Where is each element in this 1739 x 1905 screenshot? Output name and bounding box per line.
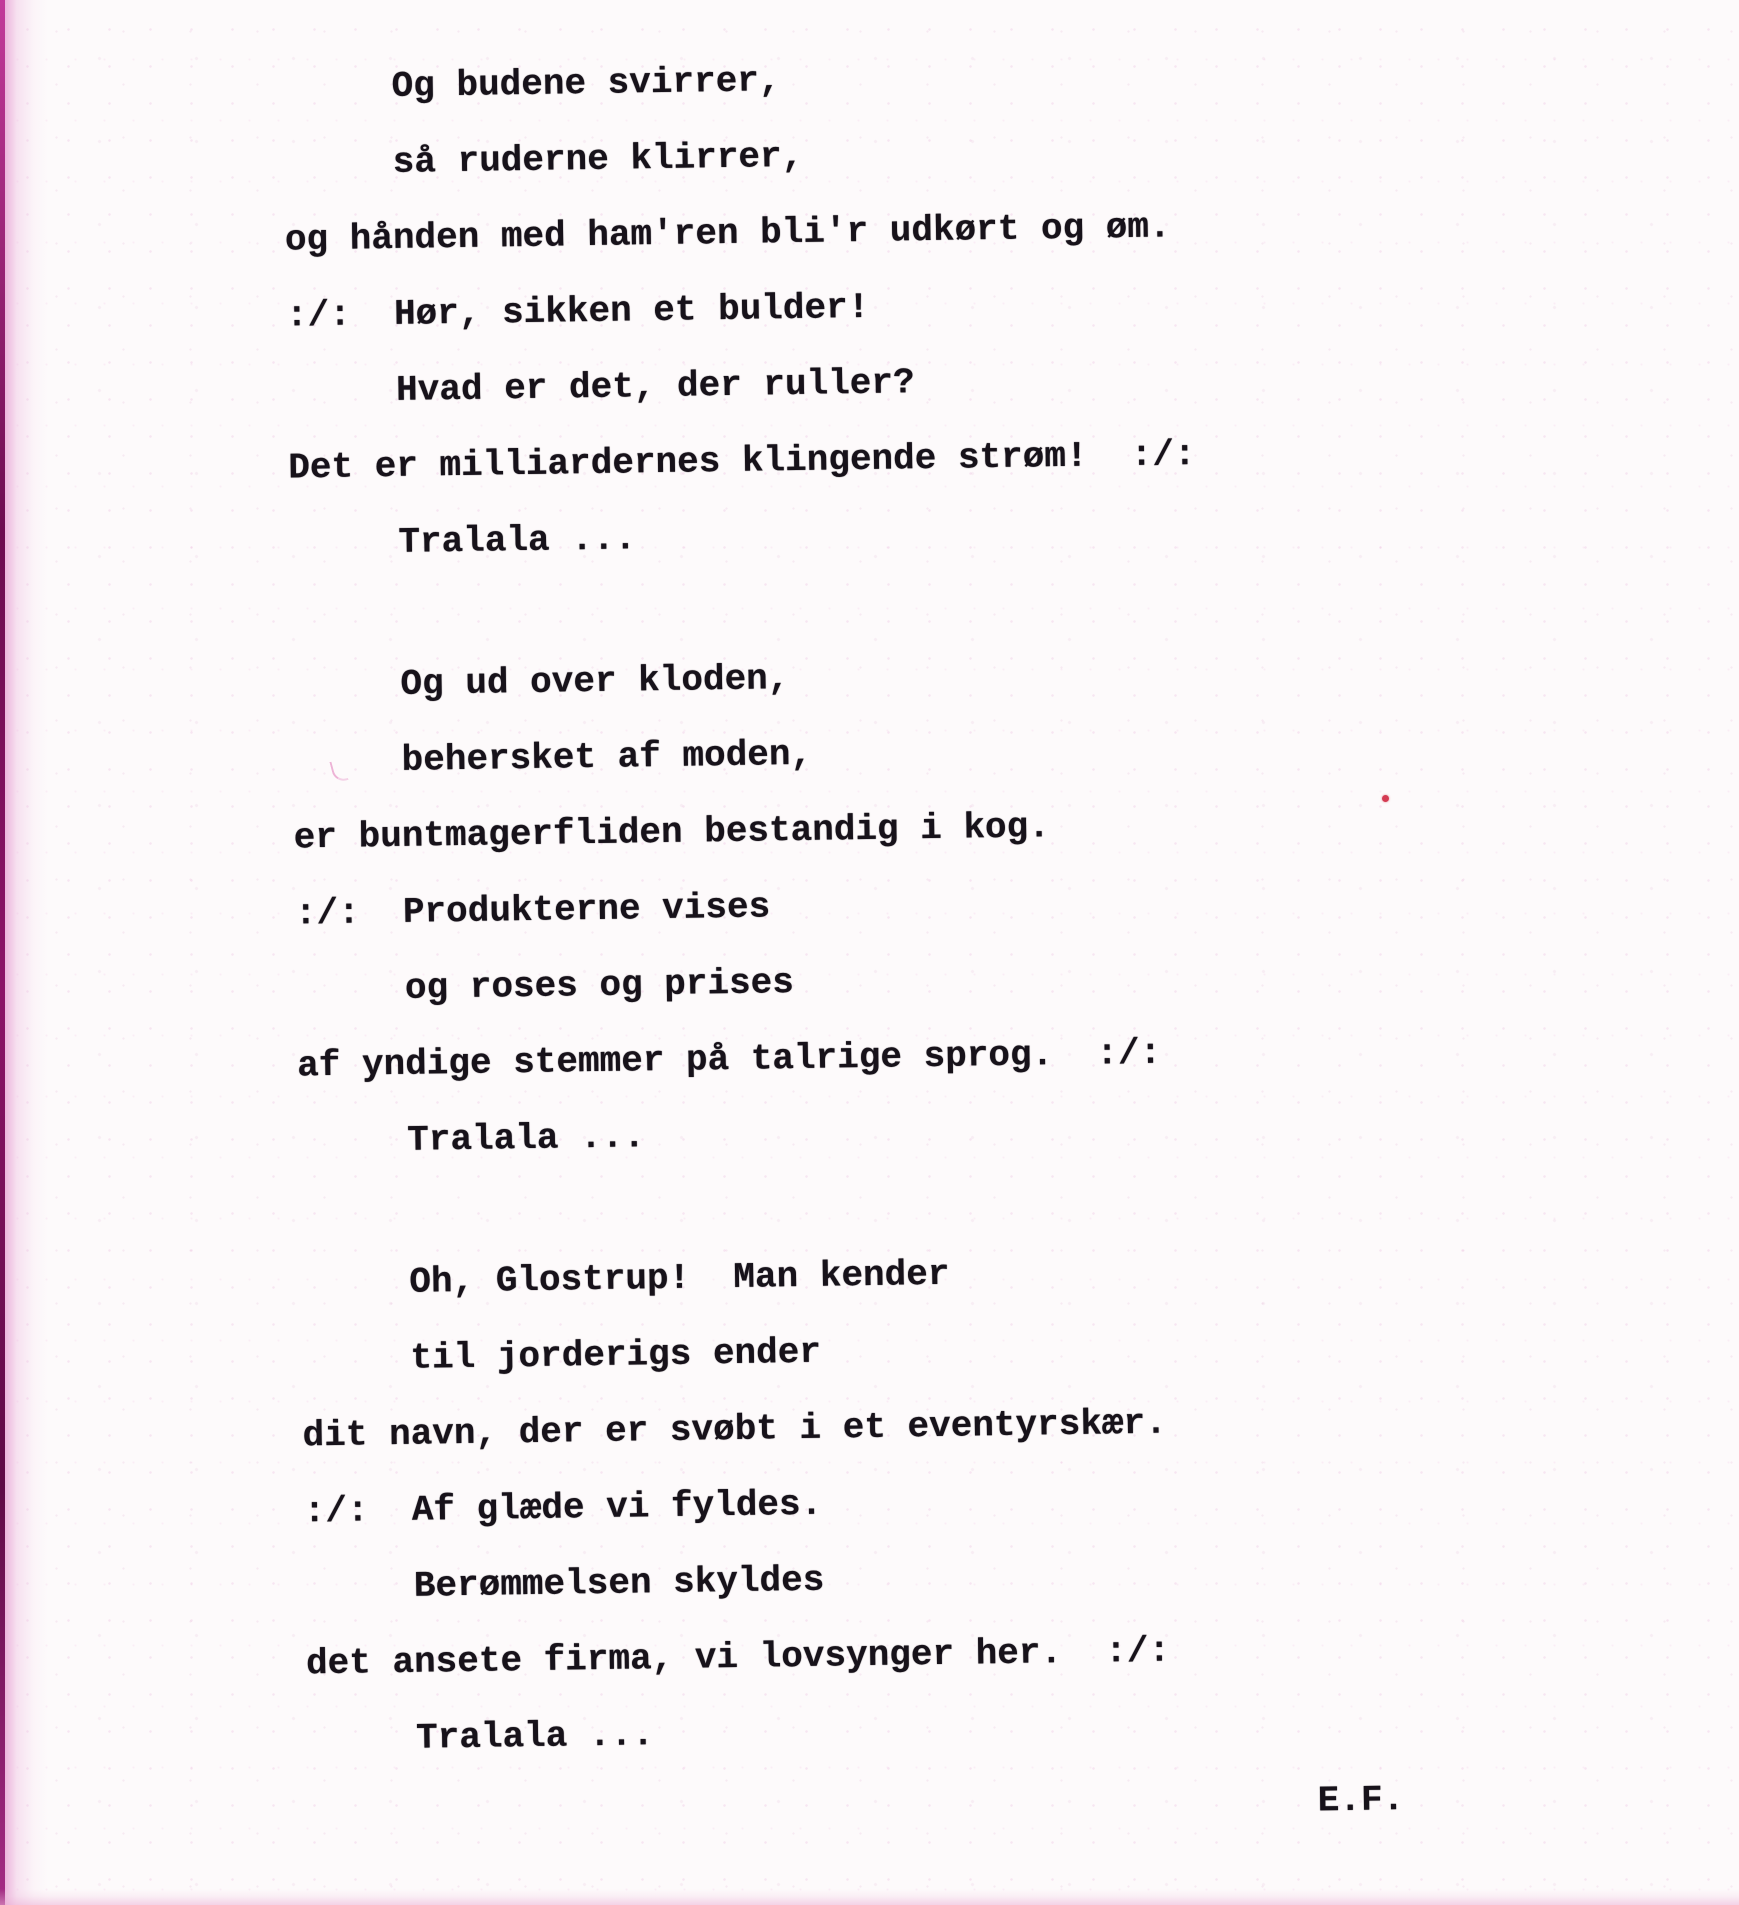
poem-line: og roses og prises [404, 962, 795, 1009]
poem-line: dit navn, der er svøbt i et eventyrskær. [302, 1402, 1168, 1457]
poem-line: Oh, Glostrup! Man kender [409, 1253, 950, 1303]
poem-line: :/: Produkterne vises [294, 886, 771, 935]
poem-line: er buntmagerfliden bestandig i kog. [293, 806, 1051, 859]
poem-line: behersket af moden, [401, 733, 813, 781]
poem-line: :/: Hør, sikken et bulder! [285, 286, 870, 337]
poem-line: til jorderigs ender [410, 1331, 822, 1379]
poem-line: Det er milliardernes klingende strøm! :/: [288, 434, 1196, 489]
poem-line: så ruderne klirrer, [392, 135, 804, 183]
poem-line: Tralala ... [398, 518, 637, 563]
poem-line: Tralala ... [406, 1116, 646, 1161]
stanza-2 [8, 627, 1739, 1185]
stanza-3 [17, 1225, 1739, 1783]
poem-line: Og budene svirrer, [391, 60, 781, 107]
poem-line: Berømmelsen skyldes [413, 1559, 825, 1607]
poem-text [0, 29, 1739, 1859]
poem-line: Tralala ... [415, 1714, 655, 1759]
author-initials: E.F. [1317, 1779, 1405, 1822]
poem-line: Og ud over kloden, [400, 658, 790, 705]
scan-edge-bottom [0, 1889, 1739, 1905]
poem-line: og hånden med ham'ren bli'r udkørt og øm. [284, 206, 1171, 261]
poem-line: :/: Af glæde vi fyldes. [303, 1483, 823, 1533]
stanza-1 [0, 29, 1739, 587]
poem-line: Hvad er det, der ruller? [395, 362, 915, 411]
poem-line: det ansete firma, vi lovsynger her. :/: [305, 1630, 1171, 1685]
poem-line: af yndige stemmer på talrige sprog. :/: [296, 1032, 1162, 1087]
